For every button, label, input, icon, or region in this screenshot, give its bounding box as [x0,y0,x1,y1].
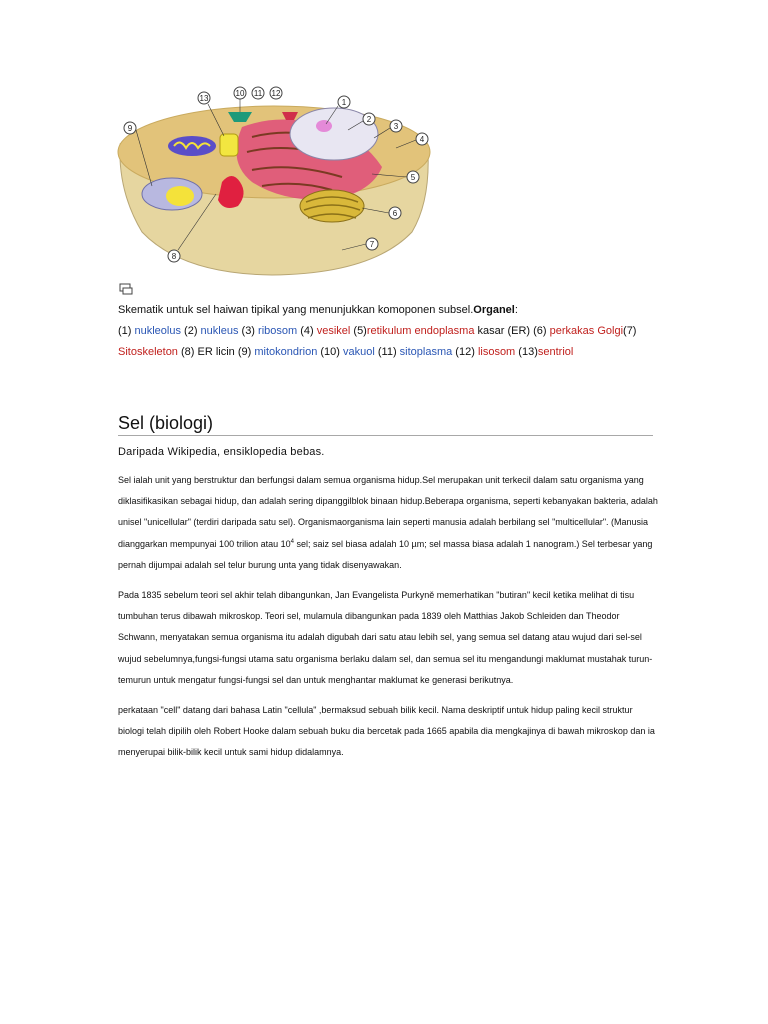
svg-text:2: 2 [366,115,372,124]
animal-cell-diagram [112,82,436,278]
paragraph-3: perkataan "cell" datang dari bahasa Latin "cellula" ,bermaksud sebuah bilik kecil. Nama deskriptif untuk hidup paling kecil struktur biologi telah dipilih oleh Robert Hooke dalam sebuah buku dia bercetak pada 1665 apabila dia mengkajinya di bawah mikroskop dan ia menyerupai bilik-bilik kecil untuk sami hidup didalamnya. [118,705,655,758]
svg-text:5: 5 [410,173,416,182]
page-subtitle: Daripada Wikipedia, ensiklopedia bebas. [118,446,325,458]
link-vesikel[interactable]: vesikel [316,325,351,337]
label-1 [338,96,350,108]
link-mitokondrion[interactable]: mitokondrion [254,346,318,358]
label-2 [363,113,375,125]
svg-text:13: 13 [199,94,209,103]
link-sitoplasma[interactable]: sitoplasma [399,346,453,358]
label-9 [124,122,136,134]
label-10 [234,87,246,99]
svg-text:11: 11 [253,89,263,98]
label-8 [168,250,180,262]
label-13 [198,92,210,104]
figure-caption [118,300,658,363]
caption-bold: Organel [473,304,515,316]
svg-text:12: 12 [271,89,281,98]
article-body [118,470,658,773]
link-sitoskeleton[interactable]: Sitoskeleton [118,346,178,358]
label-11 [252,87,264,99]
label-12 [270,87,282,99]
link-perkakas-golgi[interactable]: perkakas Golgi [549,325,624,337]
paragraph-2: Pada 1835 sebelum teori sel akhir telah dibangunkan, Jan Evangelista Purkyně memerhatikan "butiran" kecil ketika melihat di tisu tumbuhan terus dibawah mikroskop. Teori sel, mulamula dibangunkan pada 1839 oleh Matthias Jakob Schleiden dan Theodor Schwann, menyatakan semua organisma itu adalah digubah dari satu atau lebih sel, yang semua sel datang atau wujud dari sel-sel wujud sebelumnya,fungsi-fungsi utama satu organisma berlaku dalam sel, dan semua sel itu mengandungi maklumat mustahak turun-temurun untuk mengatur fungsi-fungsi sel dan untuk menghantar maklumat ke generasi berikutnya. [118,590,653,685]
link-retikulum-endoplasma[interactable]: retikulum endoplasma [366,325,475,337]
page-title: Sel (biologi) [118,413,653,436]
label-6 [389,207,401,219]
svg-text:4: 4 [419,135,425,144]
label-4 [416,133,428,145]
svg-text:7: 7 [369,240,375,249]
label-5 [407,171,419,183]
svg-text:6: 6 [392,209,398,218]
caption-line-1: Skematik untuk sel haiwan tipikal yang menunjukkan komoponen subsel.Organel: [118,304,518,316]
svg-text:3: 3 [393,122,399,131]
caption-organelle-list: (1) nukleolus (2) nukleus (3) ribosom (4) vesikel (5)retikulum endoplasma kasar (ER) (6) perkakas Golgi(7) Sitoskeleton (8) ER licin (9) mitokondrion (10) vakuol (11) sitoplasma (12) lisosom (13)sentriol [118,325,637,358]
link-nukleolus[interactable]: nukleolus [134,325,181,337]
label-7 [366,238,378,250]
link-vakuol[interactable]: vakuol [343,346,375,358]
svg-text:9: 9 [127,124,133,133]
svg-text:1: 1 [341,98,347,107]
link-ribosom[interactable]: ribosom [258,325,298,337]
enlarge-icon[interactable] [119,283,133,295]
label-3 [390,120,402,132]
link-lisosom[interactable]: lisosom [477,346,516,358]
link-sentriol[interactable]: sentriol [537,346,574,358]
paragraph-1: Sel ialah unit yang berstruktur dan berfungsi dalam semua organisma hidup.Sel merupakan unit terkecil dalam satu organisma yang diklasifikasikan sebagai hidup, dan adalah sering dipanggilblok binaan hidup.Beberapa organisma, seperti kebanyakan bakteria, adalah unisel "unicellular" (terdiri daripada satu sel). Organismaorganisma lain seperti manusia adalah berbilang sel "multicellular". (Manusia dianggarkan mempunyai 100 trilion atau $10^4$ sel; saiz sel biasa adalah 10 µm; sel massa biasa adalah 1 nanogram.) Sel terbesar yang pernah dijumpai adalah sel telur burung unta yang tidak disenyawakan. [118,475,658,570]
link-nukleus[interactable]: nukleus [200,325,239,337]
svg-text:10: 10 [235,89,245,98]
svg-text:8: 8 [171,252,177,261]
